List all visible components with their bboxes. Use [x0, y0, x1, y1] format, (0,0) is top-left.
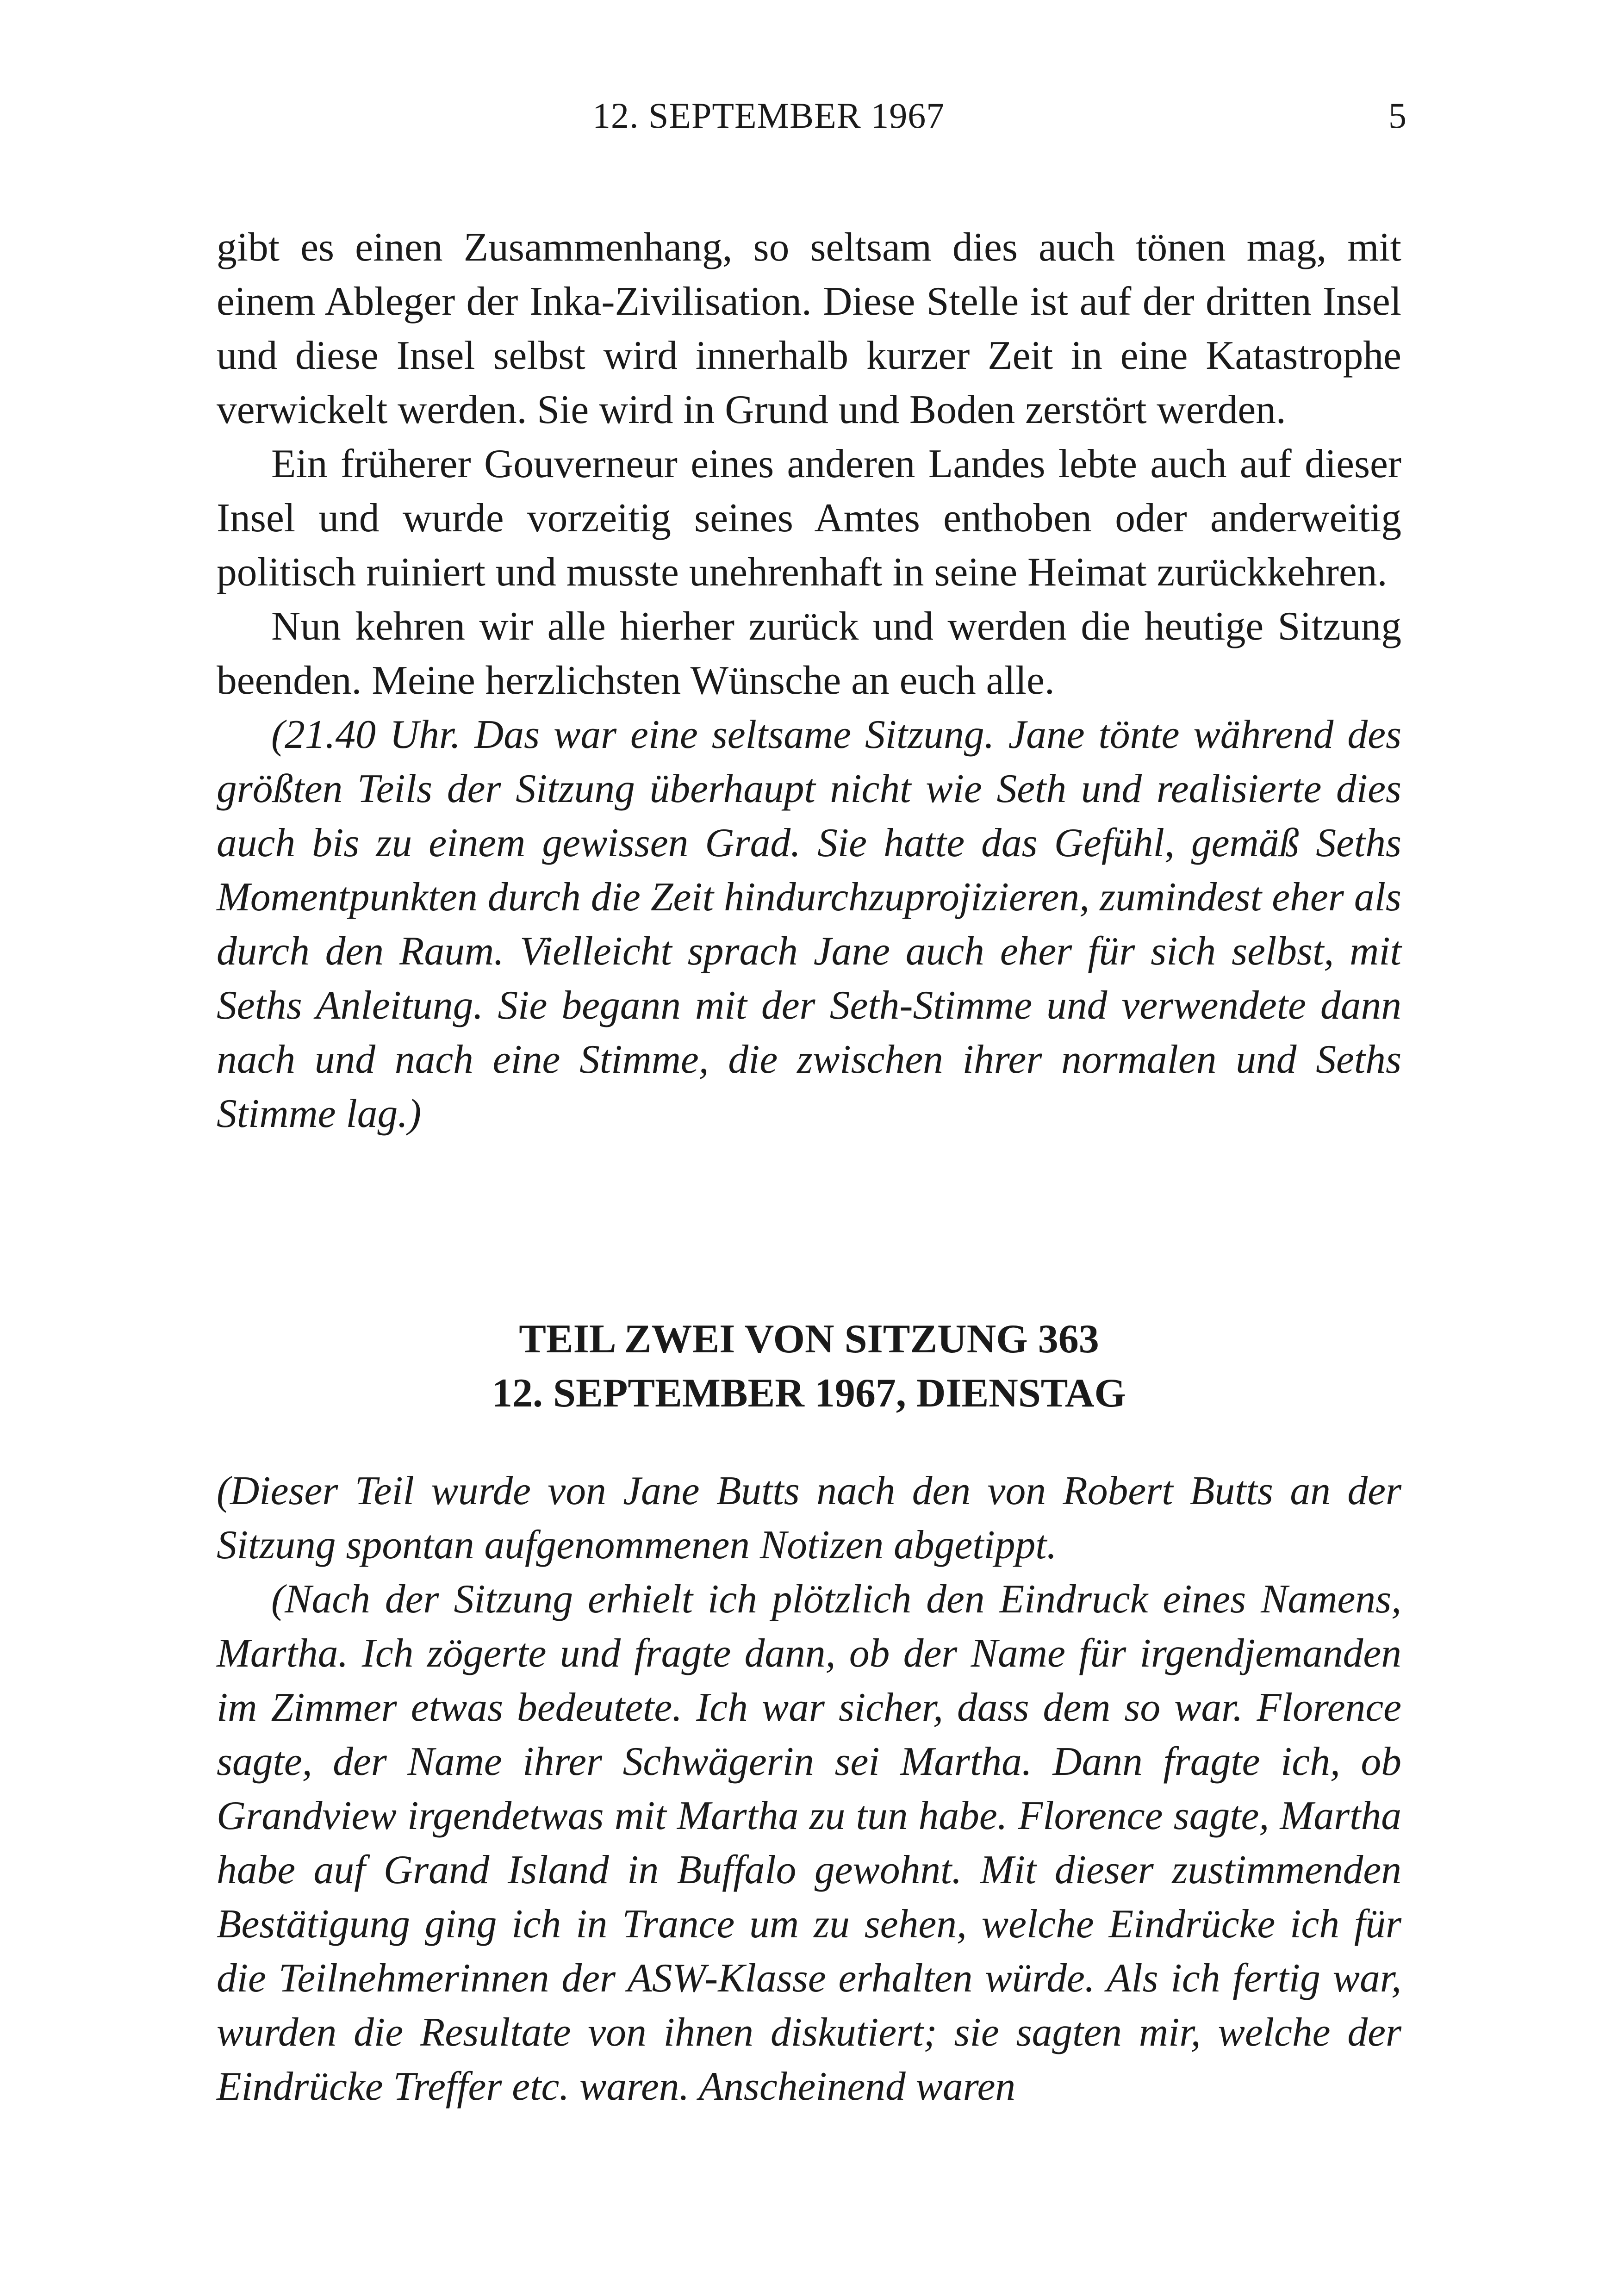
paragraph: gibt es einen Zusammenhang, so seltsam dies auch tönen mag, mit einem Ableger der Inka-Zivilisation. Diese Stelle ist auf der dritten Insel und diese Insel selbst wird innerhalb kurzer Zeit in eine Katastrophe verwickelt werden. Sie wird in Grund und Boden zerstört werden. [217, 224, 1401, 432]
italic-note-paragraph: (Dieser Teil wurde von Jane Butts nach den von Robert Butts an der Sitzung spontan aufgenommenen Notizen abgetippt. [217, 1468, 1401, 1567]
section-text [217, 1463, 1401, 2113]
page-number: 5 [1388, 95, 1407, 136]
body-text [217, 220, 1401, 1140]
paragraph: Ein früherer Gouverneur eines anderen Landes lebte auch auf dieser Insel und wurde vorzeitig seines Amtes enthoben oder anderweitig politisch ruiniert und musste unehrenhaft in seine Heimat zurückkehren. [217, 441, 1401, 594]
italic-note-paragraph: (21.40 Uhr. Das war eine seltsame Sitzung. Jane tönte während des größten Teils der Sitzung überhaupt nicht wie Seth und realisierte dies auch bis zu einem gewissen Grad. Sie hatte das Gefühl, gemäß Seths Momentpunkten durch die Zeit hindurchzuprojizieren, zumindest eher als durch den Raum. Vielleicht sprach Jane auch eher für sich selbst, mit Seths Anleitung. Sie begann mit der Seth-Stimme und verwendete dann nach und nach eine Stimme, die zwischen ihrer normalen und Seths Stimme lag.) [217, 712, 1401, 1136]
running-head-title: 12. SEPTEMBER 1967 [592, 95, 945, 136]
section-heading-line-1: TEIL ZWEI VON SITZUNG 363 [519, 1317, 1099, 1362]
italic-note-paragraph: (Nach der Sitzung erhielt ich plötzlich den Eindruck eines Namens, Martha. Ich zögerte und fragte dann, ob der Name für irgendjemanden im Zimmer etwas bedeutete. Ich war sicher, dass dem so war. Florence sagte, der Name ihrer Schwägerin sei Martha. Dann fragte ich, ob Grandview irgendetwas mit Martha zu tun habe. Florence sagte, Martha habe auf Grand Island in Buffalo gewohnt. Mit dieser zustimmenden Bestätigung ging ich in Trance um zu sehen, welche Eindrücke ich für die Teilnehmerinnen der ASW-Klasse erhalten würde. Als ich fertig war, wurden die Resultate von ihnen diskutiert; sie sagten mir, welche der Eindrücke Treffer etc. waren. Anscheinend waren [217, 1576, 1401, 2109]
paragraph: Nun kehren wir alle hierher zurück und werden die heutige Sitzung beenden. Meine herzlichsten Wünsche an euch alle. [217, 604, 1401, 703]
section-heading [217, 1312, 1401, 1420]
section-heading-line-2: 12. SEPTEMBER 1967, DIENSTAG [492, 1371, 1126, 1416]
running-head [0, 95, 1618, 146]
